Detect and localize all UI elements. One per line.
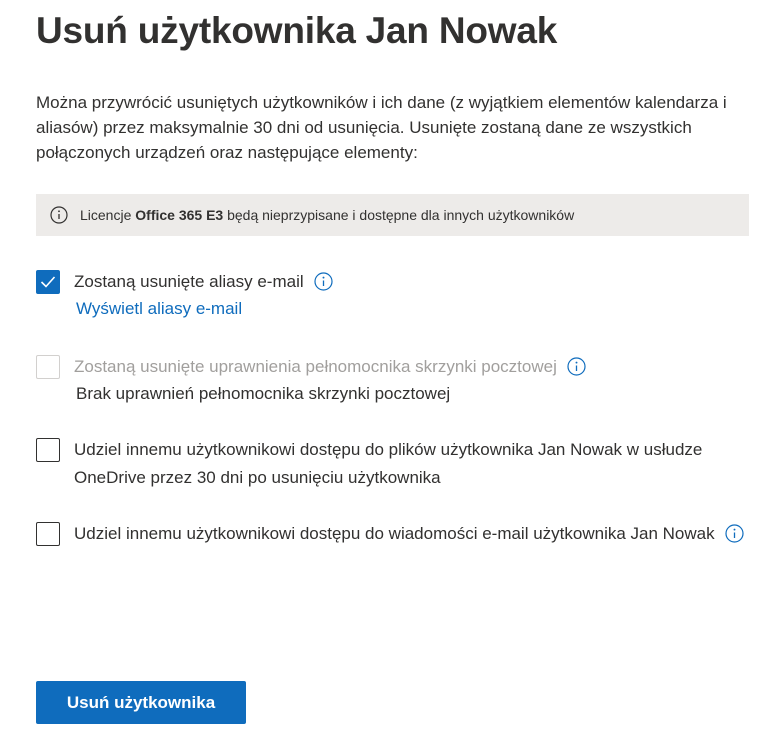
onedrive-access-label: Udziel innemu użytkownikowi dostępu do plików użytkownika Jan Nowak w usłudze OneDrive przez 30 dni po usunięciu użytkownika xyxy=(74,440,703,487)
option-delete-aliases xyxy=(36,270,736,330)
delete-aliases-label: Zostaną usunięte aliasy e-mail xyxy=(74,272,304,291)
option-label xyxy=(74,520,754,548)
banner-prefix: Licencje xyxy=(80,207,136,223)
onedrive-access-checkbox[interactable] xyxy=(36,438,60,462)
page-title: Usuń użytkownika Jan Nowak xyxy=(36,10,558,51)
option-delete-mailbox-permissions xyxy=(36,355,736,415)
mailbox-permissions-subtext: Brak uprawnień pełnomocnika skrzynki pocztowej xyxy=(76,384,451,403)
info-icon[interactable] xyxy=(314,272,333,291)
info-icon xyxy=(50,206,68,224)
banner-text xyxy=(80,207,574,223)
info-icon[interactable] xyxy=(567,357,586,376)
mailbox-permissions-checkbox[interactable] xyxy=(36,355,60,379)
checkmark-icon xyxy=(40,275,56,289)
option-grant-onedrive-access xyxy=(36,438,756,498)
view-aliases-link[interactable]: Wyświetl aliasy e-mail xyxy=(76,299,243,318)
email-access-checkbox[interactable] xyxy=(36,522,60,546)
banner-suffix: będą nieprzypisane i dostępne dla innych użytkowników xyxy=(223,207,575,223)
email-access-label: Udziel innemu użytkownikowi dostępu do wiadomości e-mail użytkownika Jan Nowak xyxy=(74,524,715,543)
info-icon[interactable] xyxy=(725,524,744,543)
delete-user-button[interactable]: Usuń użytkownika xyxy=(36,681,246,724)
option-grant-email-access xyxy=(36,522,756,582)
delete-aliases-checkbox[interactable] xyxy=(36,270,60,294)
option-label xyxy=(74,354,586,380)
license-info-banner xyxy=(36,194,749,236)
description-text: Można przywrócić usuniętych użytkowników i ich dane (z wyjątkiem elementów kalendarza i aliasów) przez maksymalnie 30 dni od usunięcia. Usunięte zostaną dane ze wszystkich połączonych urządzeń oraz następujące elementy: xyxy=(36,93,727,162)
banner-license-name: Office 365 E3 xyxy=(135,207,224,223)
option-label xyxy=(74,269,333,295)
mailbox-permissions-label: Zostaną usunięte uprawnienia pełnomocnika skrzynki pocztowej xyxy=(74,357,557,376)
